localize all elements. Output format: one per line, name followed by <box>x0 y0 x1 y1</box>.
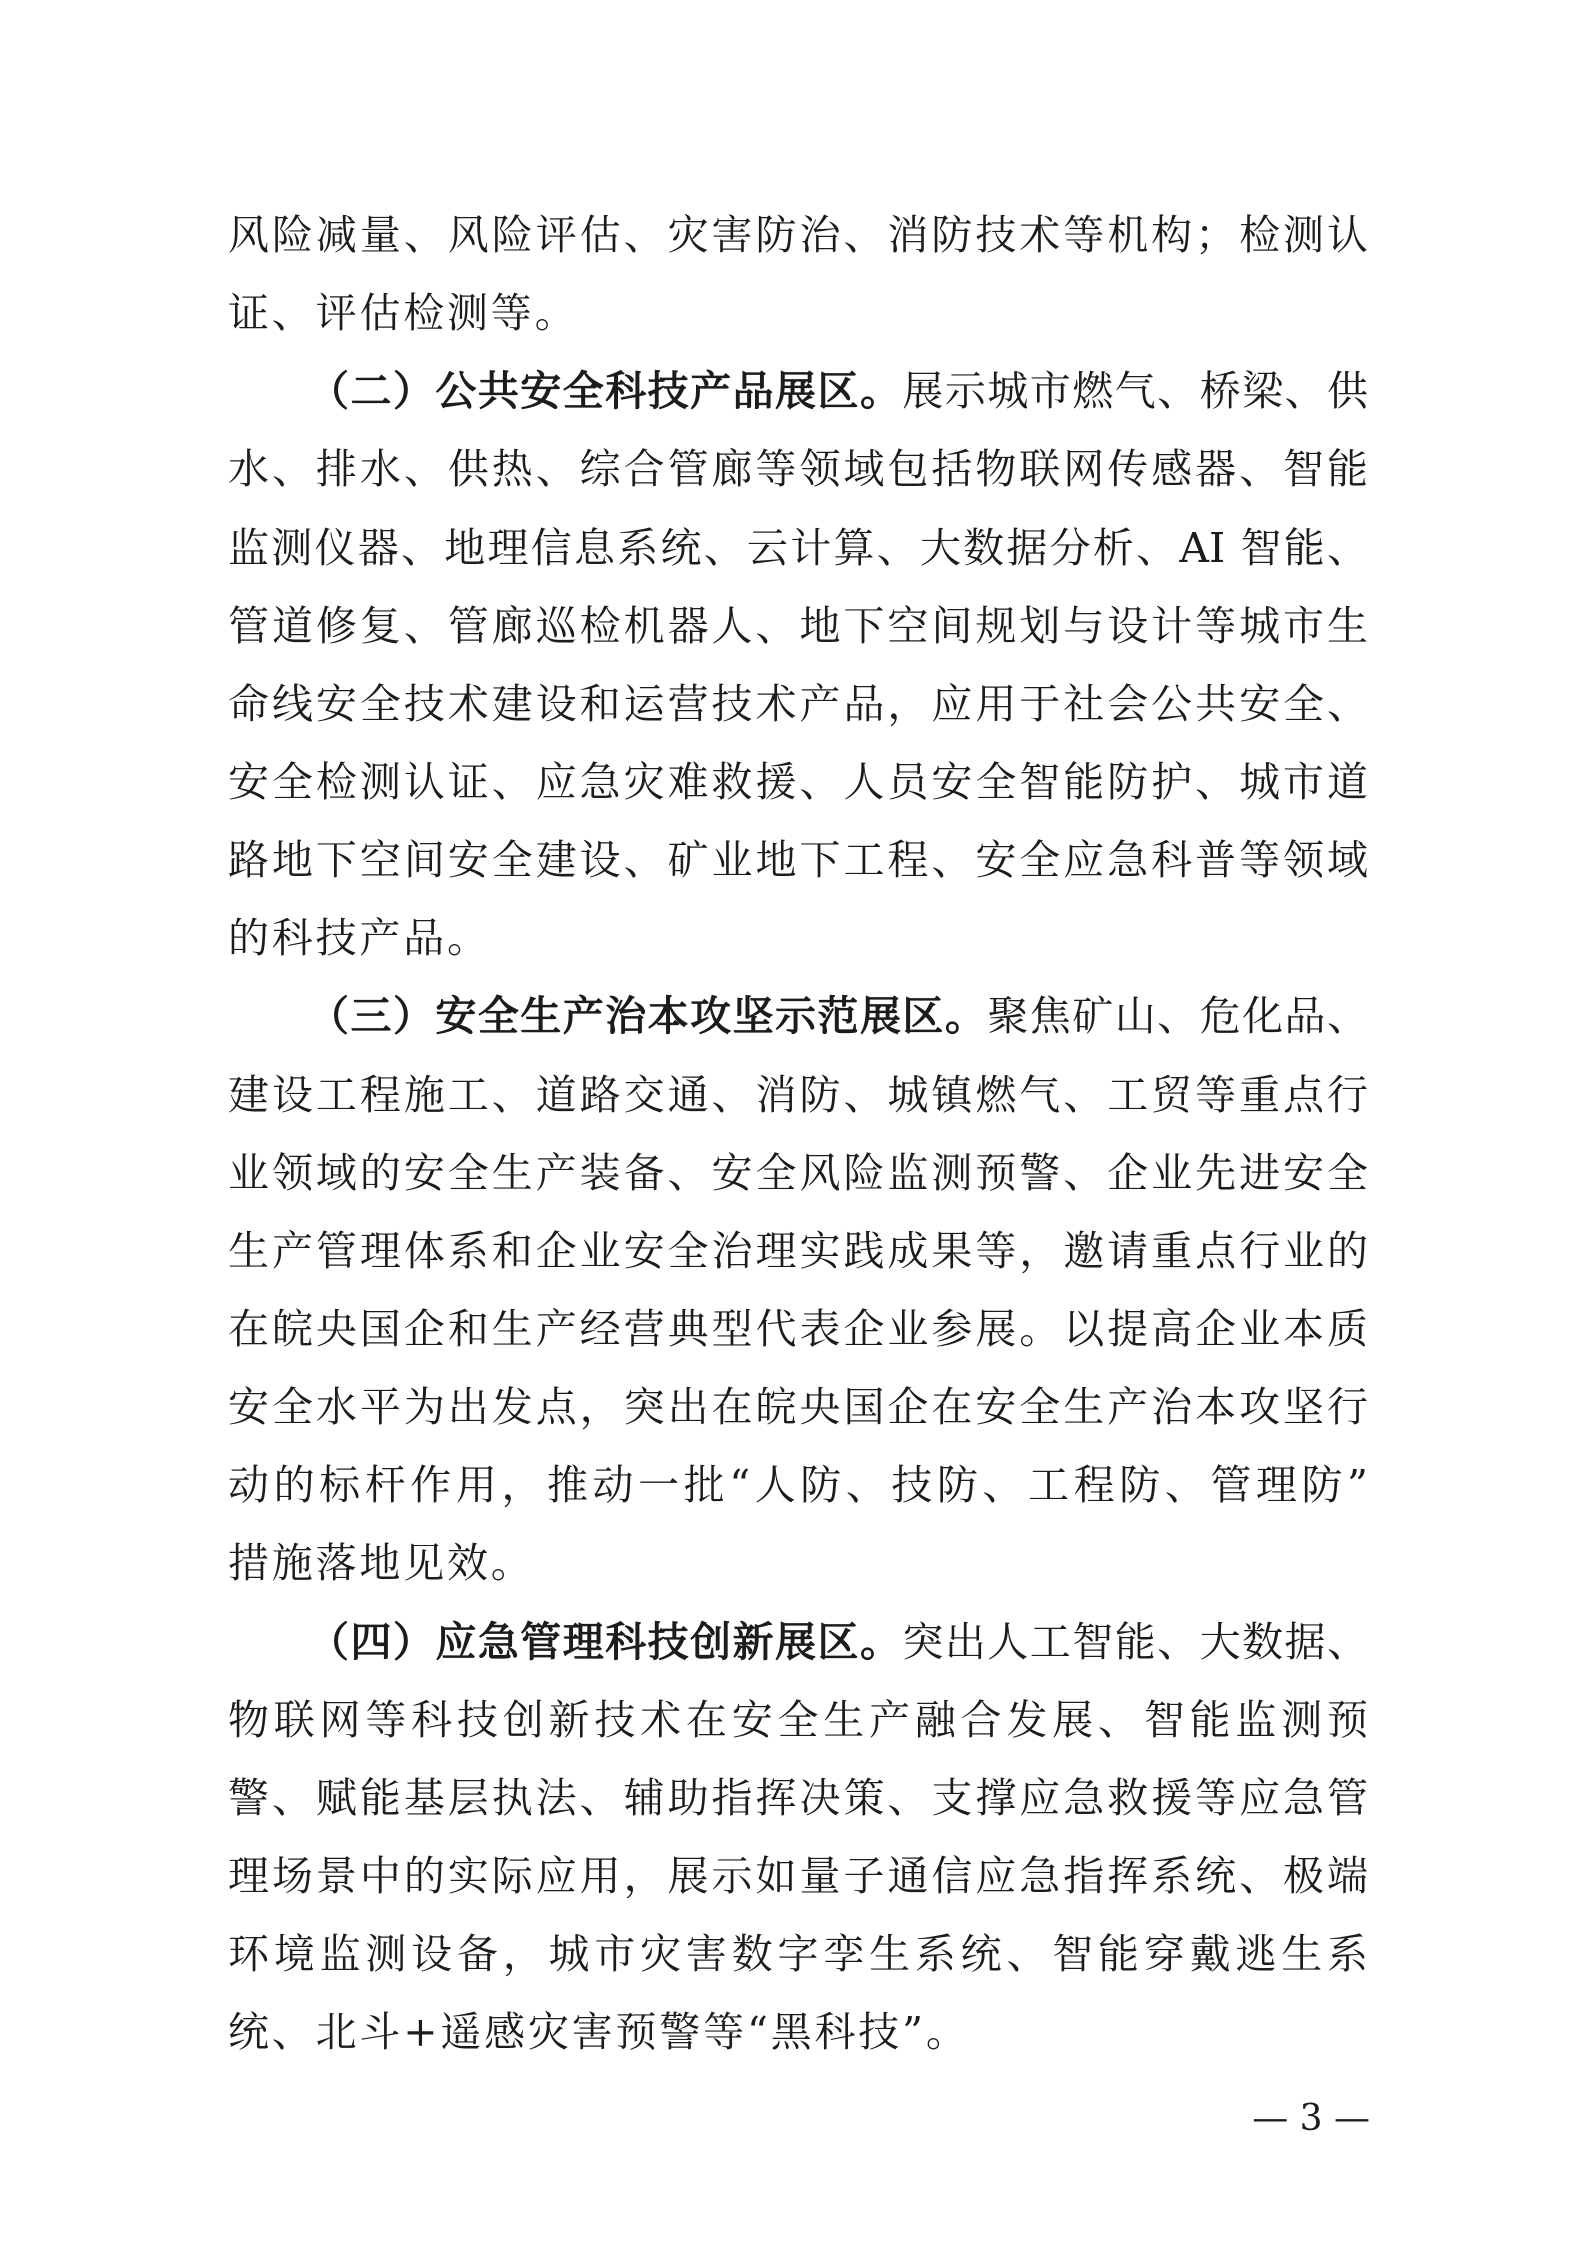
paragraph <box>228 1603 1368 2072</box>
text-line: 安全水平为出发点，突出在皖央国企在安全生产治本攻坚行 <box>228 1383 1368 1432</box>
section-heading: （二）公共安全科技产品展区。 <box>308 367 903 416</box>
text-line: 路地下空间安全建设、矿业地下工程、安全应急科普等领域 <box>228 836 1368 885</box>
page-number: — 3 — <box>1252 2098 1370 2139</box>
text-line: 水、排水、供热、综合管廊等领域包括物联网传感器、智能 <box>228 445 1368 494</box>
text-line: 命线安全技术建设和运营技术产品，应用于社会公共安全、 <box>228 679 1368 728</box>
text-span: 突出人工智能、大数据、 <box>902 1617 1368 1666</box>
text-line: 安全检测认证、应急灾难救援、人员安全智能防护、城市道 <box>228 757 1368 806</box>
text-span: 展示城市燃气、桥梁、供 <box>902 367 1368 416</box>
text-line: 动的标杆作用，推动一批“人防、技防、工程防、管理防” <box>228 1461 1368 1510</box>
text-line: 物联网等科技创新技术在安全生产融合发展、智能监测预 <box>228 1695 1368 1744</box>
text-line: 的科技产品。 <box>228 914 491 963</box>
text-line: 业领域的安全生产装备、安全风险监测预警、企业先进安全 <box>228 1148 1368 1197</box>
paragraph <box>228 352 1368 977</box>
text-span: 聚焦矿山、危化品、 <box>987 992 1368 1041</box>
text-line: 理场景中的实际应用，展示如量子通信应急指挥系统、极端 <box>228 1851 1368 1900</box>
text-line <box>228 977 1368 1055</box>
paragraph <box>228 196 1368 352</box>
text-line: 管道修复、管廊巡检机器人、地下空间规划与设计等城市生 <box>228 601 1368 650</box>
section-heading: （四）应急管理科技创新展区。 <box>308 1617 903 1666</box>
text-line: 监测仪器、地理信息系统、云计算、大数据分析、AI 智能、 <box>228 523 1368 572</box>
text-line: 在皖央国企和生产经营典型代表企业参展。以提高企业本质 <box>228 1304 1368 1353</box>
section-heading: （三）安全生产治本攻坚示范展区。 <box>308 992 988 1041</box>
text-line: 生产管理体系和企业安全治理实践成果等，邀请重点行业的 <box>228 1226 1368 1275</box>
text-line: 环境监测设备，城市灾害数字孪生系统、智能穿戴逃生系 <box>228 1930 1368 1979</box>
text-line <box>228 352 1368 430</box>
text-line: 建设工程施工、道路交通、消防、城镇燃气、工贸等重点行 <box>228 1070 1368 1119</box>
paragraph <box>228 977 1368 1602</box>
text-line: 统、北斗+遥感灾害预警等“黑科技”。 <box>228 2008 970 2057</box>
text-line: 风险减量、风险评估、灾害防治、消防技术等机构；检测认 <box>228 211 1368 259</box>
text-line: 措施落地见效。 <box>228 1539 535 1588</box>
text-line: 证、评估检测等。 <box>228 289 579 338</box>
text-line <box>228 1603 1368 1681</box>
text-line: 警、赋能基层执法、辅助指挥决策、支撑应急救援等应急管 <box>228 1773 1368 1822</box>
document-body <box>228 196 1368 2071</box>
